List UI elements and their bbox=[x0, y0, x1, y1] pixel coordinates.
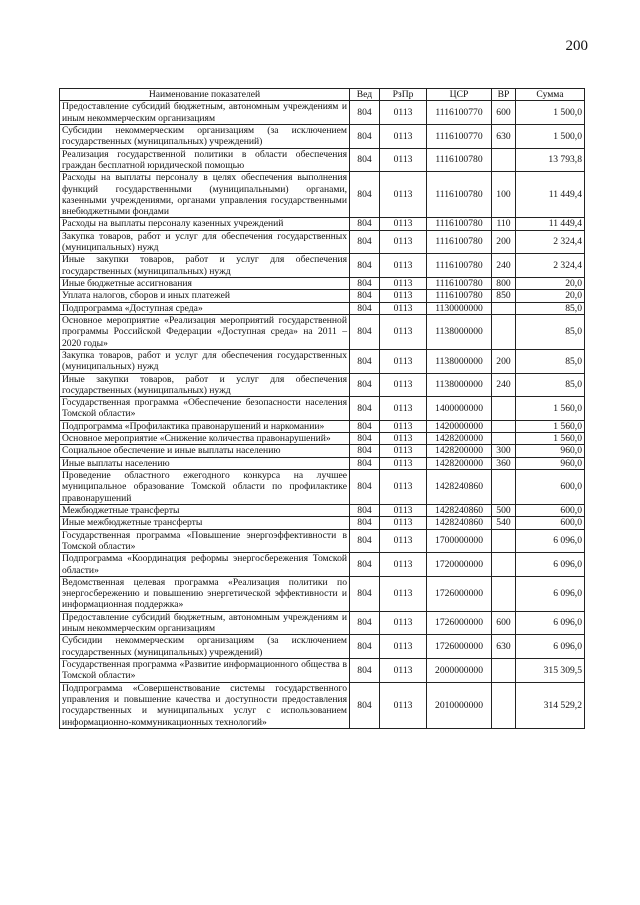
row-csr-cell: 2000000000 bbox=[427, 659, 492, 683]
row-sum-cell: 20,0 bbox=[516, 278, 585, 290]
table-row bbox=[60, 254, 585, 278]
row-name-cell: Социальное обеспечение и иные выплаты населению bbox=[60, 445, 350, 457]
row-vr-cell: 850 bbox=[492, 290, 516, 302]
row-csr-cell: 1116100780 bbox=[427, 230, 492, 254]
table-row bbox=[60, 433, 585, 445]
row-rzpr-cell: 0113 bbox=[380, 373, 427, 397]
row-sum-cell: 11 449,4 bbox=[516, 172, 585, 218]
row-sum-cell: 11 449,4 bbox=[516, 218, 585, 230]
row-sum-cell: 13 793,8 bbox=[516, 148, 585, 172]
header-ved: Вед bbox=[350, 89, 380, 101]
row-sum-cell: 1 560,0 bbox=[516, 397, 585, 421]
row-csr-cell: 1116100780 bbox=[427, 172, 492, 218]
row-ved-cell: 804 bbox=[350, 254, 380, 278]
row-ved-cell: 804 bbox=[350, 172, 380, 218]
row-ved-cell: 804 bbox=[350, 457, 380, 469]
row-sum-cell: 2 324,4 bbox=[516, 230, 585, 254]
row-sum-cell: 6 096,0 bbox=[516, 576, 585, 611]
row-vr-cell bbox=[492, 302, 516, 314]
row-ved-cell: 804 bbox=[350, 433, 380, 445]
row-csr-cell: 1116100770 bbox=[427, 101, 492, 125]
row-ved-cell: 804 bbox=[350, 470, 380, 505]
row-ved-cell: 804 bbox=[350, 218, 380, 230]
row-rzpr-cell: 0113 bbox=[380, 553, 427, 577]
row-name-cell: Субсидии некоммерческим организациям (за исключением государственных (муниципальных) учреждений) bbox=[60, 635, 350, 659]
row-rzpr-cell: 0113 bbox=[380, 576, 427, 611]
row-rzpr-cell: 0113 bbox=[380, 529, 427, 553]
row-vr-cell bbox=[492, 433, 516, 445]
header-vr: ВР bbox=[492, 89, 516, 101]
row-rzpr-cell: 0113 bbox=[380, 101, 427, 125]
row-ved-cell: 804 bbox=[350, 373, 380, 397]
row-vr-cell: 800 bbox=[492, 278, 516, 290]
row-vr-cell: 240 bbox=[492, 373, 516, 397]
row-name-cell: Основное мероприятие «Реализация мероприятий государственной программы Российской Федерации «Доступная среда» на 2011 – 2020 годы» bbox=[60, 314, 350, 349]
page-number: 200 bbox=[565, 38, 588, 54]
row-name-cell: Уплата налогов, сборов и иных платежей bbox=[60, 290, 350, 302]
row-ved-cell: 804 bbox=[350, 611, 380, 635]
row-csr-cell: 1700000000 bbox=[427, 529, 492, 553]
row-sum-cell: 600,0 bbox=[516, 504, 585, 516]
header-csr: ЦСР bbox=[427, 89, 492, 101]
row-vr-cell bbox=[492, 553, 516, 577]
row-csr-cell: 1726000000 bbox=[427, 576, 492, 611]
row-csr-cell: 1138000000 bbox=[427, 373, 492, 397]
row-ved-cell: 804 bbox=[350, 682, 380, 728]
row-name-cell: Субсидии некоммерческим организациям (за исключением государственных (муниципальных) учреждений) bbox=[60, 124, 350, 148]
row-name-cell: Основное мероприятие «Снижение количества правонарушений» bbox=[60, 433, 350, 445]
row-csr-cell: 2010000000 bbox=[427, 682, 492, 728]
row-sum-cell: 600,0 bbox=[516, 517, 585, 529]
row-csr-cell: 1116100770 bbox=[427, 124, 492, 148]
table-row bbox=[60, 470, 585, 505]
row-vr-cell: 630 bbox=[492, 124, 516, 148]
table-row bbox=[60, 682, 585, 728]
row-sum-cell: 6 096,0 bbox=[516, 635, 585, 659]
row-vr-cell bbox=[492, 148, 516, 172]
row-csr-cell: 1138000000 bbox=[427, 349, 492, 373]
row-vr-cell bbox=[492, 314, 516, 349]
table-row bbox=[60, 278, 585, 290]
row-csr-cell: 1428200000 bbox=[427, 457, 492, 469]
row-ved-cell: 804 bbox=[350, 314, 380, 349]
row-csr-cell: 1130000000 bbox=[427, 302, 492, 314]
row-ved-cell: 804 bbox=[350, 529, 380, 553]
table-row bbox=[60, 635, 585, 659]
table-row bbox=[60, 504, 585, 516]
row-vr-cell bbox=[492, 470, 516, 505]
row-name-cell: Расходы на выплаты персоналу казенных учреждений bbox=[60, 218, 350, 230]
row-rzpr-cell: 0113 bbox=[380, 635, 427, 659]
header-rzpr: РзПр bbox=[380, 89, 427, 101]
table-row bbox=[60, 553, 585, 577]
row-csr-cell: 1116100780 bbox=[427, 218, 492, 230]
row-name-cell: Подпрограмма «Совершенствование системы государственного управления и повышение качества и доступности предоставления государственных и муниципальных услуг с использованием информационно-коммуникационных технологий» bbox=[60, 682, 350, 728]
row-vr-cell bbox=[492, 659, 516, 683]
row-rzpr-cell: 0113 bbox=[380, 254, 427, 278]
row-sum-cell: 1 560,0 bbox=[516, 433, 585, 445]
header-sum: Сумма bbox=[516, 89, 585, 101]
table-header-row bbox=[60, 89, 585, 101]
row-rzpr-cell: 0113 bbox=[380, 218, 427, 230]
table-row bbox=[60, 349, 585, 373]
table-row bbox=[60, 420, 585, 432]
row-name-cell: Государственная программа «Повышение энергоэффективности в Томской области» bbox=[60, 529, 350, 553]
row-rzpr-cell: 0113 bbox=[380, 397, 427, 421]
row-csr-cell: 1428200000 bbox=[427, 445, 492, 457]
row-sum-cell: 85,0 bbox=[516, 302, 585, 314]
row-rzpr-cell: 0113 bbox=[380, 172, 427, 218]
row-rzpr-cell: 0113 bbox=[380, 433, 427, 445]
row-name-cell: Подпрограмма «Координация реформы энергосбережения Томской области» bbox=[60, 553, 350, 577]
row-name-cell: Закупка товаров, работ и услуг для обеспечения государственных (муниципальных) нужд bbox=[60, 230, 350, 254]
row-name-cell: Подпрограмма «Профилактика правонарушений и наркомании» bbox=[60, 420, 350, 432]
table-row bbox=[60, 373, 585, 397]
row-rzpr-cell: 0113 bbox=[380, 278, 427, 290]
budget-table bbox=[59, 88, 585, 729]
table-row bbox=[60, 659, 585, 683]
row-vr-cell: 240 bbox=[492, 254, 516, 278]
row-name-cell: Иные закупки товаров, работ и услуг для обеспечения государственных (муниципальных) нужд bbox=[60, 373, 350, 397]
row-ved-cell: 804 bbox=[350, 101, 380, 125]
table-row bbox=[60, 517, 585, 529]
row-csr-cell: 1428240860 bbox=[427, 517, 492, 529]
row-ved-cell: 804 bbox=[350, 148, 380, 172]
row-ved-cell: 804 bbox=[350, 504, 380, 516]
row-sum-cell: 1 500,0 bbox=[516, 101, 585, 125]
row-vr-cell bbox=[492, 397, 516, 421]
row-ved-cell: 804 bbox=[350, 124, 380, 148]
row-ved-cell: 804 bbox=[350, 302, 380, 314]
table-row bbox=[60, 290, 585, 302]
row-ved-cell: 804 bbox=[350, 517, 380, 529]
row-vr-cell: 360 bbox=[492, 457, 516, 469]
row-sum-cell: 20,0 bbox=[516, 290, 585, 302]
row-csr-cell: 1720000000 bbox=[427, 553, 492, 577]
row-rzpr-cell: 0113 bbox=[380, 230, 427, 254]
row-rzpr-cell: 0113 bbox=[380, 659, 427, 683]
row-sum-cell: 1 500,0 bbox=[516, 124, 585, 148]
row-ved-cell: 804 bbox=[350, 397, 380, 421]
row-name-cell: Проведение областного ежегодного конкурса на лучшее муниципальное образование Томской области по профилактике правонарушений bbox=[60, 470, 350, 505]
row-sum-cell: 600,0 bbox=[516, 470, 585, 505]
row-sum-cell: 85,0 bbox=[516, 314, 585, 349]
row-vr-cell bbox=[492, 576, 516, 611]
row-csr-cell: 1138000000 bbox=[427, 314, 492, 349]
row-name-cell: Государственная программа «Развитие информационного общества в Томской области» bbox=[60, 659, 350, 683]
row-name-cell: Закупка товаров, работ и услуг для обеспечения государственных (муниципальных) нужд bbox=[60, 349, 350, 373]
row-vr-cell: 500 bbox=[492, 504, 516, 516]
row-vr-cell bbox=[492, 682, 516, 728]
row-rzpr-cell: 0113 bbox=[380, 420, 427, 432]
row-rzpr-cell: 0113 bbox=[380, 445, 427, 457]
table-row bbox=[60, 611, 585, 635]
row-ved-cell: 804 bbox=[350, 576, 380, 611]
table-row bbox=[60, 576, 585, 611]
row-vr-cell: 200 bbox=[492, 349, 516, 373]
table-row bbox=[60, 397, 585, 421]
table-row bbox=[60, 230, 585, 254]
row-ved-cell: 804 bbox=[350, 290, 380, 302]
table-row bbox=[60, 101, 585, 125]
row-name-cell: Расходы на выплаты персоналу в целях обеспечения выполнения функций государственными (муниципальными) органами, казенными учреждениями, органами управления государственными внебюджетными фондами bbox=[60, 172, 350, 218]
row-sum-cell: 314 529,2 bbox=[516, 682, 585, 728]
row-name-cell: Реализация государственной политики в области обеспечения граждан бесплатной юридической помощью bbox=[60, 148, 350, 172]
row-sum-cell: 6 096,0 bbox=[516, 553, 585, 577]
table-row bbox=[60, 218, 585, 230]
row-rzpr-cell: 0113 bbox=[380, 290, 427, 302]
table-row bbox=[60, 529, 585, 553]
row-name-cell: Предоставление субсидий бюджетным, автономным учреждениям и иным некоммерческим организациям bbox=[60, 611, 350, 635]
row-sum-cell: 1 560,0 bbox=[516, 420, 585, 432]
row-csr-cell: 1428240860 bbox=[427, 470, 492, 505]
row-vr-cell: 100 bbox=[492, 172, 516, 218]
row-ved-cell: 804 bbox=[350, 553, 380, 577]
row-name-cell: Иные бюджетные ассигнования bbox=[60, 278, 350, 290]
table-row bbox=[60, 302, 585, 314]
row-name-cell: Подпрограмма «Доступная среда» bbox=[60, 302, 350, 314]
row-csr-cell: 1726000000 bbox=[427, 611, 492, 635]
row-name-cell: Ведомственная целевая программа «Реализация политики по энергосбережению и повышению энергетической эффективности и информационная поддержка» bbox=[60, 576, 350, 611]
row-vr-cell: 110 bbox=[492, 218, 516, 230]
row-vr-cell: 600 bbox=[492, 101, 516, 125]
row-sum-cell: 85,0 bbox=[516, 349, 585, 373]
table-row bbox=[60, 148, 585, 172]
row-ved-cell: 804 bbox=[350, 445, 380, 457]
row-sum-cell: 6 096,0 bbox=[516, 529, 585, 553]
row-vr-cell: 300 bbox=[492, 445, 516, 457]
row-csr-cell: 1726000000 bbox=[427, 635, 492, 659]
row-csr-cell: 1400000000 bbox=[427, 397, 492, 421]
row-rzpr-cell: 0113 bbox=[380, 517, 427, 529]
row-vr-cell bbox=[492, 529, 516, 553]
row-csr-cell: 1116100780 bbox=[427, 254, 492, 278]
row-rzpr-cell: 0113 bbox=[380, 124, 427, 148]
table-row bbox=[60, 124, 585, 148]
row-sum-cell: 960,0 bbox=[516, 445, 585, 457]
row-ved-cell: 804 bbox=[350, 349, 380, 373]
row-rzpr-cell: 0113 bbox=[380, 314, 427, 349]
row-sum-cell: 6 096,0 bbox=[516, 611, 585, 635]
row-name-cell: Предоставление субсидий бюджетным, автономным учреждениям и иным некоммерческим организациям bbox=[60, 101, 350, 125]
table-row bbox=[60, 445, 585, 457]
row-rzpr-cell: 0113 bbox=[380, 457, 427, 469]
row-rzpr-cell: 0113 bbox=[380, 148, 427, 172]
row-csr-cell: 1116100780 bbox=[427, 290, 492, 302]
row-rzpr-cell: 0113 bbox=[380, 302, 427, 314]
row-name-cell: Межбюджетные трансферты bbox=[60, 504, 350, 516]
row-rzpr-cell: 0113 bbox=[380, 682, 427, 728]
row-ved-cell: 804 bbox=[350, 659, 380, 683]
row-csr-cell: 1428240860 bbox=[427, 504, 492, 516]
row-rzpr-cell: 0113 bbox=[380, 349, 427, 373]
table-row bbox=[60, 457, 585, 469]
table-body bbox=[60, 101, 585, 729]
row-rzpr-cell: 0113 bbox=[380, 470, 427, 505]
row-rzpr-cell: 0113 bbox=[380, 611, 427, 635]
row-name-cell: Иные закупки товаров, работ и услуг для обеспечения государственных (муниципальных) нужд bbox=[60, 254, 350, 278]
row-vr-cell: 630 bbox=[492, 635, 516, 659]
row-sum-cell: 2 324,4 bbox=[516, 254, 585, 278]
row-ved-cell: 804 bbox=[350, 278, 380, 290]
row-vr-cell bbox=[492, 420, 516, 432]
row-vr-cell: 600 bbox=[492, 611, 516, 635]
row-name-cell: Иные выплаты населению bbox=[60, 457, 350, 469]
row-csr-cell: 1420000000 bbox=[427, 420, 492, 432]
row-csr-cell: 1428200000 bbox=[427, 433, 492, 445]
row-sum-cell: 85,0 bbox=[516, 373, 585, 397]
row-name-cell: Государственная программа «Обеспечение безопасности населения Томской области» bbox=[60, 397, 350, 421]
row-rzpr-cell: 0113 bbox=[380, 504, 427, 516]
row-csr-cell: 1116100780 bbox=[427, 148, 492, 172]
row-name-cell: Иные межбюджетные трансферты bbox=[60, 517, 350, 529]
row-sum-cell: 315 309,5 bbox=[516, 659, 585, 683]
row-vr-cell: 540 bbox=[492, 517, 516, 529]
row-csr-cell: 1116100780 bbox=[427, 278, 492, 290]
table-row bbox=[60, 314, 585, 349]
row-sum-cell: 960,0 bbox=[516, 457, 585, 469]
header-name: Наименование показателей bbox=[60, 89, 350, 101]
row-ved-cell: 804 bbox=[350, 635, 380, 659]
table-row bbox=[60, 172, 585, 218]
row-ved-cell: 804 bbox=[350, 230, 380, 254]
row-vr-cell: 200 bbox=[492, 230, 516, 254]
row-ved-cell: 804 bbox=[350, 420, 380, 432]
